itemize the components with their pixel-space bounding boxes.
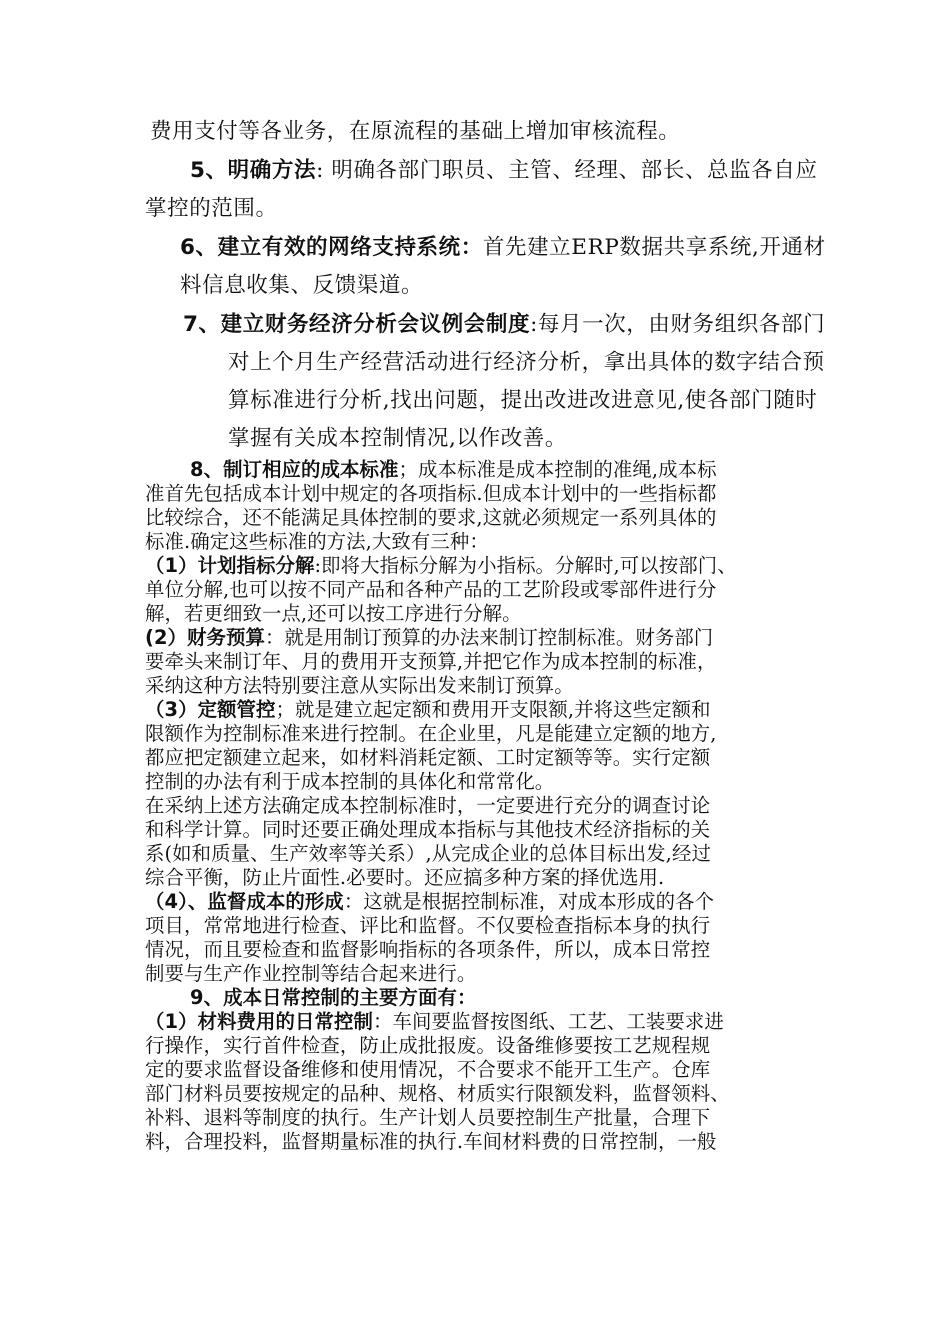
sub-4-line-1: （4）、监督成本的形成：这就是根据控制标准，对成本形成的各个 [145, 890, 715, 913]
item-7-heading: 7、建立财务经济分析会议例会制度 [183, 312, 531, 337]
sub-9-1-line-2: 行操作，实行首件检查，防止成批报废。设备维修要按工艺规程规 [145, 1034, 711, 1057]
sub-3-line-2: 限额作为控制标准来进行控制。在企业里，凡是能建立定额的地方, [145, 722, 717, 745]
sub-2-line-3: 采纳这种方法特别要注意从实际出发来制订预算。 [145, 674, 574, 697]
sub-1-line-3: 解，若更细致一点,还可以按工序进行分解。 [145, 602, 522, 625]
sub-9-1-line-3: 定的要求监督设备维修和使用情况，不合要求不能开工生产。仓库 [145, 1058, 711, 1081]
sub-3-heading: （3）定额管控 [145, 698, 276, 721]
method-paragraph-line-2: 和科学计算。同时还要正确处理成本指标与其他技术经济指标的关 [145, 818, 711, 841]
sub-2-heading: (2）财务预算 [145, 626, 266, 649]
item-7-line-2: 对上个月生产经营活动进行经济分析，拿出具体的数字结合预 [228, 350, 825, 375]
sub-2-line-1: (2）财务预算：就是用制订预算的办法来制订控制标准。财务部门 [145, 626, 714, 649]
sub-9-1-heading: （1）材料费用的日常控制 [145, 1010, 373, 1033]
method-paragraph-line-1: 在采纳上述方法确定成本控制标准时，一定要进行充分的调查讨论 [145, 794, 711, 817]
method-paragraph-line-4: 综合平衡，防止片面性.必要时。还应搞多种方案的择优选用. [145, 866, 665, 889]
sub-1-line-1: （1）计划指标分解:即将大指标分解为小指标。分解时,可以按部门、 [145, 554, 737, 577]
sub-4-line-4: 制要与生产作业控制等结合起来进行。 [145, 962, 477, 985]
item-8-line-3: 比较综合，还不能满足具体控制的要求,这就必须规定一系列具体的 [145, 506, 717, 529]
sub-1-heading: （1）计划指标分解 [145, 554, 315, 577]
item-5-line-1: 5、明确方法: 明确各部门职员、主管、经理、部长、总监各自应 [190, 158, 818, 183]
item-5-heading: 5、明确方法 [190, 158, 317, 183]
item-5-line-2: 掌控的范围。 [145, 196, 278, 221]
item-6-line-2: 料信息收集、反馈渠道。 [180, 273, 424, 298]
item-7-line-3: 算标准进行分析,找出问题，提出改进改进意见,使各部门随时 [228, 388, 818, 413]
item-9-heading: 9、成本日常控制的主要方面有： [190, 986, 477, 1009]
item-7-line-1: 7、建立财务经济分析会议例会制度:每月一次，由财务组织各部门 [183, 312, 826, 337]
sub-2-line-2: 要牵头来制订年、月的费用开支预算,并把它作为成本控制的标准， [145, 650, 717, 673]
sub-4-line-2: 项目，常常地进行检查、评比和监督。不仅要检查指标本身的执行 [145, 914, 711, 937]
method-paragraph-line-3: 系(如和质量、生产效率等关系）,从完成企业的总体目标出发,经过 [145, 842, 711, 865]
item-8-heading: 8、制订相应的成本标准 [190, 458, 399, 481]
sub-9-1-line-6: 料，合理投料，监督期量标准的执行.车间材料费的日常控制，一般 [145, 1130, 717, 1153]
item-6-line-1: 6、建立有效的网络支持系统：首先建立ERP数据共享系统,开通材 [180, 235, 826, 260]
item-9-line-1 [190, 986, 476, 1010]
sub-9-1-line-5: 补料、退料等制度的执行。生产计划人员要控制生产批量，合理下 [145, 1106, 711, 1129]
item-7-line-4: 掌握有关成本控制情况,以作改善。 [228, 426, 567, 451]
sub-3-line-3: 都应把定额建立起来，如材料消耗定额、工时定额等等。实行定额 [145, 746, 711, 769]
sub-3-line-4: 控制的办法有利于成本控制的具体化和常常化。 [145, 770, 555, 793]
sub-9-1-line-1: （1）材料费用的日常控制：车间要监督按图纸、工艺、工装要求进 [145, 1010, 724, 1033]
sub-3-line-1: （3）定额管控；就是建立起定额和费用开支限额,并将这些定额和 [145, 698, 711, 721]
item-8-line-2: 准首先包括成本计划中规定的各项指标.但成本计划中的一些指标都 [145, 482, 717, 505]
sub-4-line-3: 情况，而且要检查和监督影响指标的各项条件，所以，成本日常控 [145, 938, 711, 961]
sub-9-1-line-4: 部门材料员要按规定的品种、规格、材质实行限额发料，监督领料、 [145, 1082, 730, 1105]
paragraph-4-tail: 费用支付等各业务，在原流程的基础上增加审核流程。 [150, 119, 681, 144]
item-8-line-1: 8、制订相应的成本标准；成本标准是成本控制的准绳,成本标 [190, 458, 717, 481]
sub-4-heading: （4）、监督成本的形成 [145, 890, 344, 913]
sub-1-line-2: 单位分解,也可以按不同产品和各种产品的工艺阶段或零部件进行分 [145, 578, 717, 601]
item-6-heading: 6、建立有效的网络支持系统： [180, 235, 483, 260]
item-8-line-4: 标准.确定这些标准的方法,大致有三种： [145, 530, 489, 553]
